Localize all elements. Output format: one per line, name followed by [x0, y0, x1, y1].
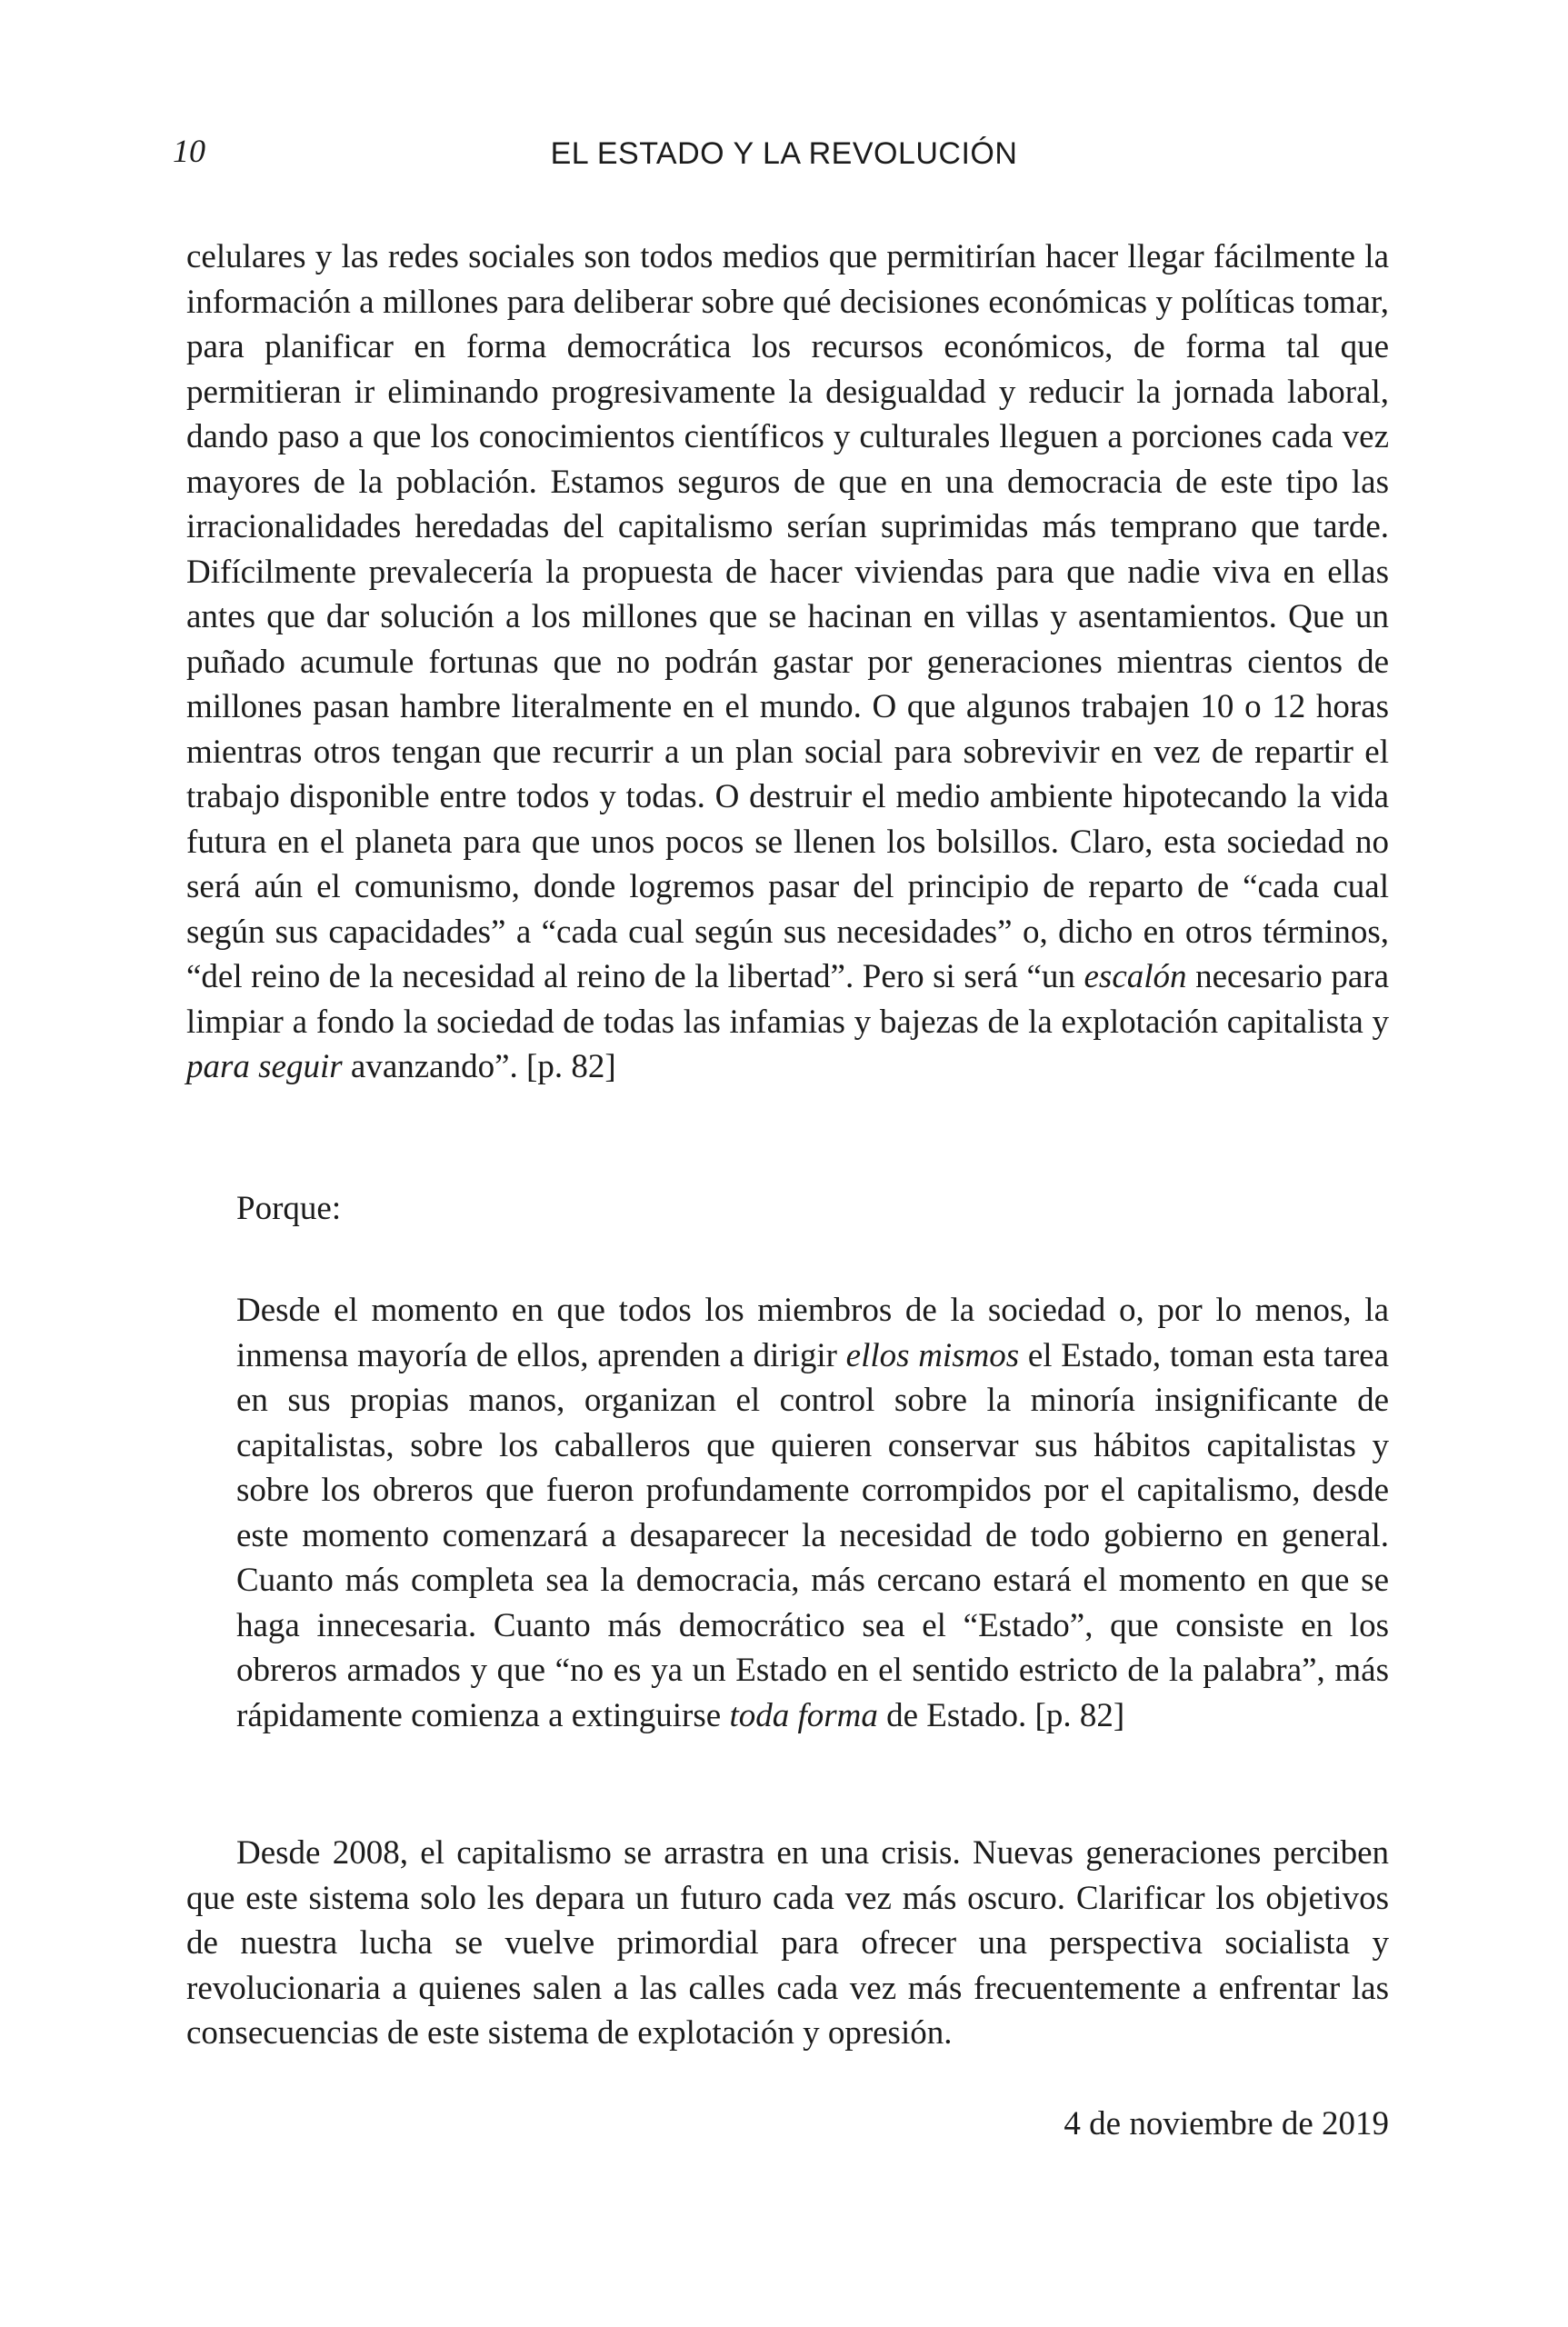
- text-run: avanzando”. [p. 82]: [342, 1048, 616, 1085]
- body-paragraph: [186, 235, 1389, 1090]
- text-run: el Estado, toman esta tarea en sus propias manos, organizan el control sobre la minoría insignificante de capitalistas, sobre los caballeros que quieren conservar sus hábitos capitalistas y sobre los obreros que fueron profundamente corrompidos por el capitalismo, desde este momento comenzará a desaparecer la necesidad de todo gobierno en general. Cuanto más completa sea la democracia, más cercano estará el momento en que se haga innecesaria. Cuanto más democrático sea el “Estado”, que consiste en los obreros armados y que “no es ya un Estado en el sentido estricto de la palabra”, más rápidamente comienza a extinguirse: [236, 1336, 1390, 1734]
- closing-paragraph: Desde 2008, el capitalismo se arrastra en una crisis. Nuevas generaciones perciben que este sistema solo les depara un futuro cada vez más oscuro. Clarificar los objetivos de nuestra lucha se vuelve primordial para ofrecer una perspectiva socialista y revolucionaria a quienes salen a las calles cada vez más frecuentemente a enfrentar las consecuencias de este sistema de explotación y opresión.: [186, 1834, 1389, 2052]
- running-head: EL ESTADO Y LA REVOLUCIÓN: [550, 136, 1018, 171]
- signature-date: 4 de noviembre de 2019: [1064, 2105, 1389, 2142]
- italic-text: escalón: [1084, 958, 1187, 995]
- italic-text: toda forma: [729, 1696, 878, 1734]
- page-number: 10: [173, 133, 205, 169]
- block-quote: [236, 1288, 1389, 1738]
- text-run: necesario para limpiar a fondo la sociedad de todas las infamias y bajezas de la explotación capitalista y: [186, 958, 1390, 1041]
- text-run: de Estado. [p. 82]: [877, 1696, 1125, 1734]
- text-run: Desde el momento en que todos los miembros de la sociedad o, por lo menos, la inmensa mayoría de ellos, aprenden a dirigir: [236, 1292, 1389, 1374]
- italic-text: para seguir: [186, 1048, 343, 1085]
- lead-in-text: Porque:: [236, 1190, 342, 1227]
- text-run: celulares y las redes sociales son todos medios que permitirían hacer llegar fácilmente la información a millones para deliberar sobre qué decisiones económicas y políticas tomar, para planificar en forma democrática los recursos económicos, de forma tal que permitieran ir eliminando progresivamente la desigualdad y reducir la jornada laboral, dando paso a que los conocimientos científicos y culturales lleguen a porciones cada vez mayores de la población. Estamos seguros de que en una democracia de este tipo las irracionalidades heredadas del capitalismo serían suprimidas más temprano que tarde. Difícilmente prevalecería la propuesta de hacer viviendas para que nadie viva en ellas antes que dar solución a los millones que se hacinan en villas y asentamientos. Que un puñado acumule fortunas que no podrán gastar por generaciones mientras cientos de millones pasan hambre literalmente en el mundo. O que algunos trabajen 10 o 12 horas mientras otros tengan que recurrir a un plan social para sobrevivir en vez de repartir el trabajo disponible entre todos y todas. O destruir el medio ambiente hipotecando la vida futura en el planeta para que unos pocos se llenen los bolsillos. Claro, esta sociedad no será aún el comunismo, donde logremos pasar del principio de reparto de “cada cual según sus capacidades” a “cada cual según sus necesidades” o, dicho en otros términos, “del reino de la necesidad al reino de la libertad”. Pero si será “un: [186, 238, 1389, 995]
- italic-text: ellos mismos: [845, 1336, 1020, 1374]
